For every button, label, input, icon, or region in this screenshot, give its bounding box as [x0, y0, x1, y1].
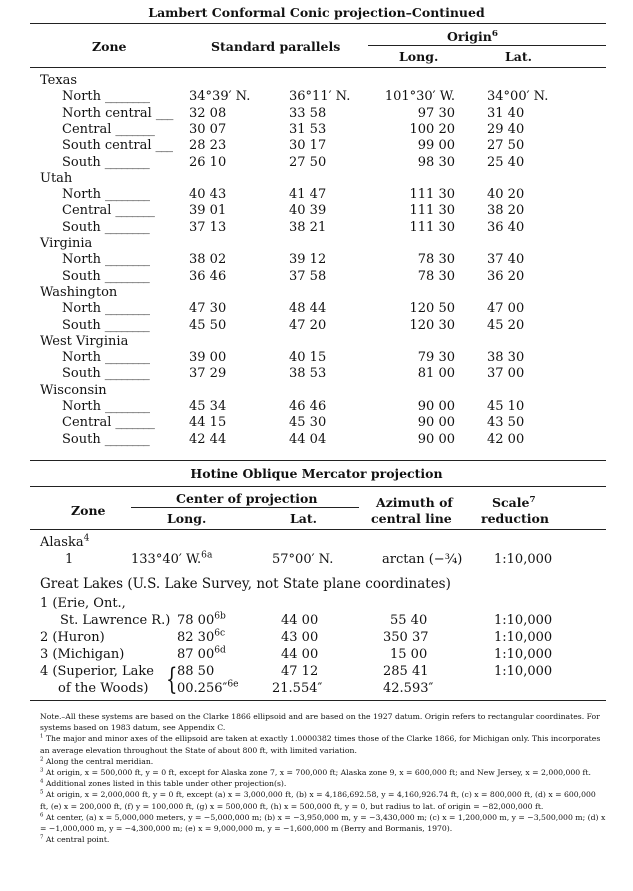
lake-1-long: 78 $00^{6b}$ [177, 611, 226, 628]
scale-header-2: reduction [481, 511, 549, 526]
parallel-1: 45 50 [189, 317, 227, 333]
note-main: Note.–All these systems are based on the Clarke 1866 ellipsoid and are based on the 1927 datum. Origin refers to rectangular coordinates. For systems based on 1983 datum, see Appendix C. [40, 712, 600, 733]
origin-long: 90 00 [417, 415, 455, 431]
lambert-zone-header: Zone [92, 39, 127, 54]
parallel-2: 38 53 [289, 366, 327, 382]
origin-lat: 38 20 [487, 203, 525, 219]
zone-label [62, 122, 154, 138]
lake-4-line1: 4 (Superior, Lake [40, 664, 154, 679]
origin-lat: 27 50 [487, 138, 525, 154]
parallel-1: 42 44 [189, 431, 227, 447]
zone-leader: ________ [104, 219, 149, 235]
parallel-2: 47 20 [289, 317, 327, 333]
parallel-2: 44 04 [289, 431, 327, 447]
zone-leader: ________ [104, 431, 149, 447]
parallel-1: 36 46 [189, 268, 227, 284]
zone-leader: ___ [155, 105, 173, 121]
lake-4-long-sec: 00.256″$^{6e}$ [177, 679, 239, 696]
lake-4-azimuth-sec: 42.593″ [383, 681, 434, 696]
lake-4-azimuth: 285 41 [383, 664, 429, 679]
zone-name: Central [62, 203, 112, 219]
parallel-2: 40 39 [289, 203, 327, 219]
lake-4-brace: { [166, 662, 178, 697]
zone-leader: ________ [104, 366, 149, 382]
scale-header-1: Scale$^7$ [492, 494, 536, 510]
lake-4-scale: 1:10,000 [494, 664, 553, 679]
origin-long: 98 30 [417, 154, 455, 170]
footnote-6: $^6$ At center, (a) x = 5,000,000 meters, y = −5,000,000 m; (b) x = −3,950,000 m, y = −3,430,000 m; (c) x = 1,200,000 m, y = −3,500,000 m; (d) x = −1,000,000 m, y = −4,300,000 m; (e) x = 9,000,000 m, y = −1,600,000 m (Berry and Bormanis, 1970). [40, 812, 606, 834]
parallel-1: 32 08 [189, 105, 227, 121]
state-label: Utah [40, 170, 73, 186]
origin-long: 120 50 [409, 301, 455, 317]
parallel-1: 30 07 [189, 121, 227, 137]
lambert-origin-header: Origin$^6$ [447, 28, 498, 44]
lake-4-line2: of the Woods) [58, 681, 149, 696]
zone-label [62, 203, 154, 219]
zone-leader: ________ [105, 301, 150, 317]
great-lakes-heading: Great Lakes (U.S. Lake Survey, not State plane coordinates) [40, 576, 451, 592]
zone-name: North central [62, 105, 152, 121]
zone-leader: ________ [105, 89, 150, 105]
zone-name: North [62, 399, 102, 414]
footnote-7: $^7$ At central point. [40, 834, 110, 845]
lake-2-long: 82 $30^{6c}$ [177, 628, 226, 645]
zone-name: South [62, 366, 101, 382]
zone-label [62, 366, 149, 382]
alaska-lat: 57°00′ N. [272, 552, 334, 567]
parallel-2: 33 58 [289, 105, 327, 121]
parallel-1: 47 30 [189, 301, 227, 317]
zone-leader: ________ [105, 399, 150, 414]
zone-label [62, 399, 149, 415]
state-label: West Virginia [40, 333, 129, 349]
parallel-1: 38 02 [189, 252, 227, 268]
footnotes [30, 711, 606, 845]
zone-label [62, 187, 149, 203]
origin-long: 81 00 [417, 366, 455, 382]
origin-lat: 31 40 [487, 105, 525, 121]
lambert-top-rule [30, 23, 606, 24]
lambert-title: Lambert Conformal Conic projection–Continued [148, 5, 485, 20]
parallel-2: 30 17 [289, 138, 327, 154]
state-label: Texas [40, 73, 78, 88]
lake-3-azimuth: 15 00 [390, 647, 428, 662]
lake-2-lat: 43 00 [281, 630, 319, 645]
parallel-1: 28 23 [189, 138, 227, 154]
state-label: Wisconsin [40, 382, 107, 398]
hotine-top-rule [30, 460, 606, 461]
zone-label [62, 138, 172, 154]
hotine-header-rule [30, 529, 606, 530]
alaska-azimuth: arctan (−¾) [382, 552, 463, 567]
zone-leader: _______ [115, 415, 154, 431]
zone-name: South central [62, 138, 152, 154]
parallel-2: 38 21 [289, 219, 327, 235]
lake-1-azimuth: 55 40 [390, 613, 428, 628]
lake-3-scale: 1:10,000 [494, 647, 553, 662]
zone-leader: ________ [104, 268, 149, 284]
parallel-1: 45 34 [189, 399, 227, 414]
lake-1-line2: St. Lawrence R.) [60, 613, 171, 628]
origin-lat: 43 50 [487, 415, 525, 431]
lake-3-long: 87 $00^{6d}$ [177, 645, 226, 662]
origin-lat: 42 00 [487, 431, 525, 447]
zone-name: South [62, 431, 101, 447]
zone-leader: ________ [105, 350, 150, 366]
zone-label [62, 432, 149, 448]
alaska-zone: 1 [65, 552, 74, 567]
center-underline [131, 507, 359, 508]
origin-lat: 36 20 [487, 268, 525, 284]
azimuth-header-2: central line [371, 511, 452, 526]
zone-label [62, 155, 149, 171]
lake-2-name: 2 (Huron) [40, 630, 105, 645]
zone-label [62, 89, 149, 105]
lake-1-line1: 1 (Erie, Ont., [40, 596, 126, 611]
origin-long: 111 30 [409, 187, 455, 203]
alaska-scale: 1:10,000 [494, 552, 553, 567]
origin-lat: 40 20 [487, 187, 525, 203]
zone-leader: _______ [115, 203, 154, 219]
zone-name: South [62, 154, 101, 170]
parallel-2: 40 15 [289, 350, 327, 366]
origin-long: 90 00 [417, 431, 455, 447]
zone-name: South [62, 219, 101, 235]
hotine-zone-header: Zone [71, 503, 106, 518]
origin-long: 78 30 [417, 252, 455, 268]
origin-lat: 25 40 [487, 154, 525, 170]
origin-long: 111 30 [409, 219, 455, 235]
lake-4-lat: 47 12 [281, 664, 319, 679]
lake-4-lat-sec: 21.554″ [272, 681, 323, 696]
zone-label [62, 350, 149, 366]
zone-label [62, 301, 149, 317]
origin-underline [368, 45, 606, 46]
zone-name: North [62, 252, 102, 268]
lake-3-lat: 44 00 [281, 647, 319, 662]
origin-long: 99 00 [417, 138, 455, 154]
parallel-2: 36°11′ N. [289, 89, 351, 105]
hotine-center-header: Center of projection [176, 491, 318, 506]
parallel-1: 44 15 [189, 415, 227, 431]
parallel-2: 45 30 [289, 415, 327, 431]
zone-name: Central [62, 121, 112, 137]
origin-long: 111 30 [409, 203, 455, 219]
zone-leader: ___ [155, 138, 173, 154]
parallel-2: 48 44 [289, 301, 327, 317]
azimuth-header-1: Azimuth of [376, 495, 453, 510]
parallel-1: 39 01 [189, 203, 227, 219]
lake-3-name: 3 (Michigan) [40, 647, 125, 662]
origin-long: 101°30′ W. [384, 89, 455, 105]
lake-1-lat: 44 00 [281, 613, 319, 628]
origin-lat: 45 20 [487, 317, 525, 333]
parallel-1: 39 00 [189, 350, 227, 366]
origin-long: 78 30 [417, 268, 455, 284]
zone-name: South [62, 317, 101, 333]
lambert-lat-header: Lat. [505, 49, 533, 64]
parallel-2: 37 58 [289, 268, 327, 284]
zone-leader: ________ [104, 154, 149, 170]
zone-label [62, 106, 172, 122]
lambert-header-rule [30, 67, 606, 68]
zone-name: Central [62, 415, 112, 431]
state-label: Virginia [40, 236, 93, 251]
hotine-title: Hotine Oblique Mercator projection [190, 466, 443, 481]
zone-leader: ________ [105, 187, 150, 203]
zone-name: North [62, 301, 102, 317]
parallel-1: 26 10 [189, 154, 227, 170]
zone-label [62, 220, 149, 236]
origin-long: 120 30 [409, 317, 455, 333]
origin-lat: 36 40 [487, 219, 525, 235]
zone-label [62, 415, 154, 431]
footnote-1: $^1$ The major and minor axes of the ellipsoid are taken at exactly 1.0000382 times those of the Clarke 1866, for Michigan only. This incorporates an average elevation throughout the State of about 800 ft, with limited variation. [40, 733, 601, 755]
parallel-1: 37 29 [189, 366, 227, 382]
origin-lat: 37 00 [487, 366, 525, 382]
zone-name: North [62, 350, 102, 366]
alaska-label: Alaska$^4$ [40, 533, 90, 550]
footnote-4: $^4$ Additional zones listed in this table under other projection(s). [40, 778, 287, 789]
zone-leader: ________ [104, 317, 149, 333]
parallel-1: 34°39′ N. [189, 89, 251, 105]
hotine-bottom-rule [30, 700, 606, 701]
state-label: Washington [40, 284, 118, 300]
origin-lat: 37 40 [487, 252, 525, 268]
hotine-long-header: Long. [167, 511, 207, 526]
parallel-2: 46 46 [289, 399, 327, 414]
lake-2-azimuth: 350 37 [383, 630, 429, 645]
zone-label [62, 269, 149, 285]
footnote-5: $^5$ At origin, x = 2,000,000 ft, y = 0 ft, except (a) x = 3,000,000 ft, (b) x = 4,186,692.58, y = 4,160,926.74 ft, (c) x = 800,000 ft, (d) x = 600,000 ft, (e) x = 200,000 ft, (f) y = 100,000 ft, (g) x = 500,000 ft, (h) x = 500,000 ft, y = 0, but radius to lat. of origin = −82,000,000 ft. [40, 789, 596, 811]
zone-name: North [62, 89, 102, 105]
origin-lat: 38 30 [487, 350, 525, 366]
zone-label [62, 318, 149, 334]
origin-lat: 45 10 [487, 399, 525, 414]
parallel-2: 31 53 [289, 121, 327, 137]
alaska-long: 133°40′ W.$^{6a}$ [131, 550, 213, 567]
zone-leader: _______ [115, 121, 154, 137]
lambert-long-header: Long. [399, 49, 439, 64]
zone-label [62, 252, 149, 268]
lake-4-long: 88 50 [177, 664, 215, 679]
origin-lat: 47 00 [487, 301, 525, 317]
zone-leader: ________ [105, 252, 150, 268]
origin-long: 97 30 [417, 105, 455, 121]
origin-long: 90 00 [417, 399, 455, 414]
parallel-2: 27 50 [289, 154, 327, 170]
origin-long: 79 30 [417, 350, 455, 366]
origin-long: 100 20 [409, 121, 455, 137]
parallel-2: 39 12 [289, 252, 327, 268]
parallel-1: 40 43 [189, 187, 227, 203]
zone-name: North [62, 187, 102, 203]
origin-lat: 34°00′ N. [487, 89, 549, 105]
footnote-3: $^3$ At origin, x = 500,000 ft, y = 0 ft, except for Alaska zone 7, x = 700,000 ft; Alaska zone 9, x = 600,000 ft; and New Jersey, x = 2,000,000 ft. [40, 767, 591, 778]
lake-2-scale: 1:10,000 [494, 630, 553, 645]
footnote-2: $^2$ Along the central meridian. [40, 756, 154, 766]
hotine-title-rule [30, 486, 606, 487]
lambert-parallels-header: Standard parallels [211, 39, 341, 54]
parallel-1: 37 13 [189, 219, 227, 235]
origin-lat: 29 40 [487, 121, 525, 137]
hotine-lat-header: Lat. [290, 511, 318, 526]
lake-1-scale: 1:10,000 [494, 613, 553, 628]
zone-name: South [62, 268, 101, 284]
parallel-2: 41 47 [289, 187, 327, 203]
